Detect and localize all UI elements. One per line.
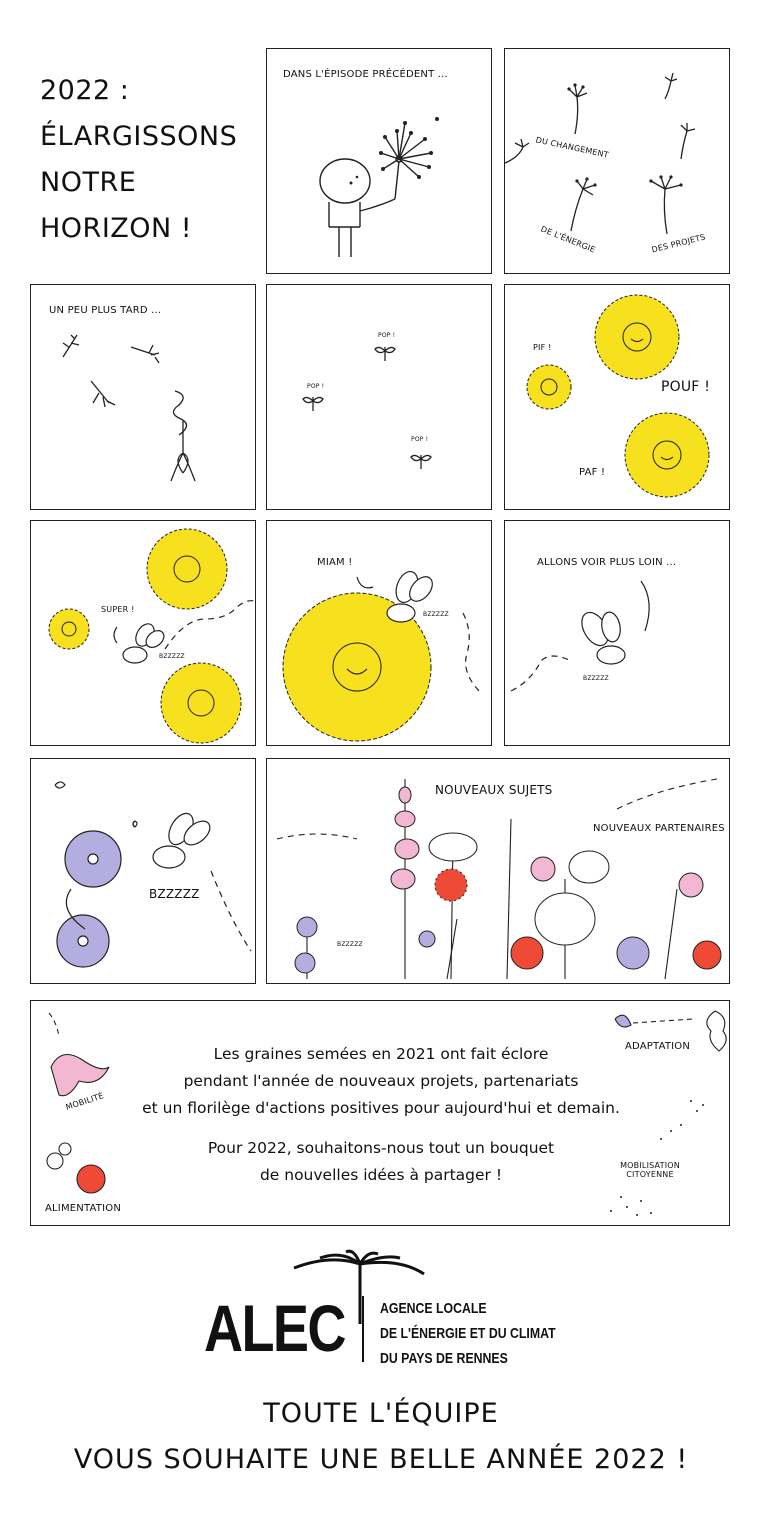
logo-divider — [362, 1296, 364, 1362]
closing-line-2: VOUS SOUHAITE UNE BELLE ANNÉE 2022 ! — [73, 1444, 689, 1475]
message-line-2: pendant l'année de nouveaux projets, partenariats — [183, 1072, 579, 1090]
label-projects: DES PROJETS — [650, 232, 707, 255]
message-paragraph-1 — [31, 1041, 730, 1122]
panel-later — [30, 284, 256, 510]
message-line-5: de nouvelles idées à partager ! — [259, 1166, 503, 1184]
label-super: SUPER ! — [101, 605, 135, 614]
message-line-3: et un florilège d'actions positives pour aujourd'hui et demain. — [142, 1099, 620, 1117]
title-line-2: ÉLARGISSONS — [40, 121, 238, 152]
panel-garden — [266, 758, 730, 984]
panel-previous-episode — [266, 48, 492, 274]
panel-super — [30, 520, 256, 746]
message-paragraph-2 — [31, 1135, 730, 1189]
label-bzz: BZZZZZ — [337, 941, 363, 948]
message-line-1: Les graines semées en 2021 ont fait éclore — [213, 1045, 549, 1063]
panel-miam — [266, 520, 492, 746]
label-change: DU CHANGEMENT — [534, 135, 610, 160]
sprouts-illustration — [267, 285, 492, 510]
panel-further — [504, 520, 730, 746]
label-bzz: BZZZZZ — [149, 887, 200, 901]
theme-mobilisation-line-1: MOBILISATION — [620, 1161, 680, 1170]
label-pop-1: POP ! — [378, 332, 396, 339]
panel-caption: UN PEU PLUS TARD ... — [49, 305, 162, 316]
theme-mobilisation-line-2: CITOYENNE — [626, 1170, 674, 1179]
bee-flying-illustration — [505, 521, 730, 746]
title-line-3: NOTRE — [40, 167, 137, 198]
theme-food: ALIMENTATION — [45, 1203, 121, 1214]
title-line-4: HORIZON ! — [40, 213, 193, 244]
logo-sub-line-3: DU PAYS DE RENNES — [380, 1350, 508, 1367]
label-miam: MIAM ! — [317, 557, 353, 568]
label-pouf: POUF ! — [661, 379, 711, 395]
main-title — [40, 68, 237, 252]
title-line-1: 2022 : — [40, 75, 130, 106]
panel-message — [30, 1000, 730, 1226]
theme-adaptation: ADAPTATION — [625, 1041, 691, 1052]
closing-line-1: TOUTE L'ÉQUIPE — [263, 1398, 499, 1429]
big-sunflower-and-bee-illustration — [267, 521, 492, 746]
theme-mobility: MOBILITÉ — [64, 1091, 105, 1112]
logo-sub-line-1: AGENCE LOCALE — [380, 1300, 487, 1317]
label-bzz: BZZZZZ — [583, 675, 609, 682]
panel-sprouts — [266, 284, 492, 510]
panel-purple-flowers — [30, 758, 256, 984]
label-pop-3: POP ! — [411, 436, 429, 443]
panel-blooms — [504, 284, 730, 510]
label-bzz: BZZZZZ — [159, 653, 185, 660]
panel-caption: ALLONS VOIR PLUS LOIN ... — [537, 557, 677, 568]
logo-subtitle — [380, 1296, 556, 1371]
message-line-4: Pour 2022, souhaitons-nous tout un bouquet — [207, 1139, 555, 1157]
character-blowing-dandelion-illustration — [267, 49, 492, 274]
label-energy: DE L'ÉNERGIE — [539, 224, 597, 255]
logo-word: ALEC — [204, 1291, 345, 1365]
logo-sub-line-2: DE L'ÉNERGIE ET DU CLIMAT — [380, 1325, 556, 1342]
sunflowers-illustration — [505, 285, 730, 510]
label-new-partners: NOUVEAUX PARTENAIRES — [593, 823, 725, 834]
label-new-topics: NOUVEAUX SUJETS — [435, 783, 553, 797]
label-paf: PAF ! — [579, 467, 606, 478]
label-bzz: BZZZZZ — [423, 611, 449, 618]
purple-flowers-and-bee-illustration — [31, 759, 256, 984]
sunflowers-and-bee-illustration — [31, 521, 256, 746]
label-pif: PIF ! — [533, 343, 552, 352]
label-pop-2: POP ! — [307, 383, 325, 390]
panel-seeds-flying — [504, 48, 730, 274]
falling-seeds-illustration — [31, 285, 256, 510]
panel-caption: DANS L'ÉPISODE PRÉCÉDENT ... — [283, 69, 448, 80]
